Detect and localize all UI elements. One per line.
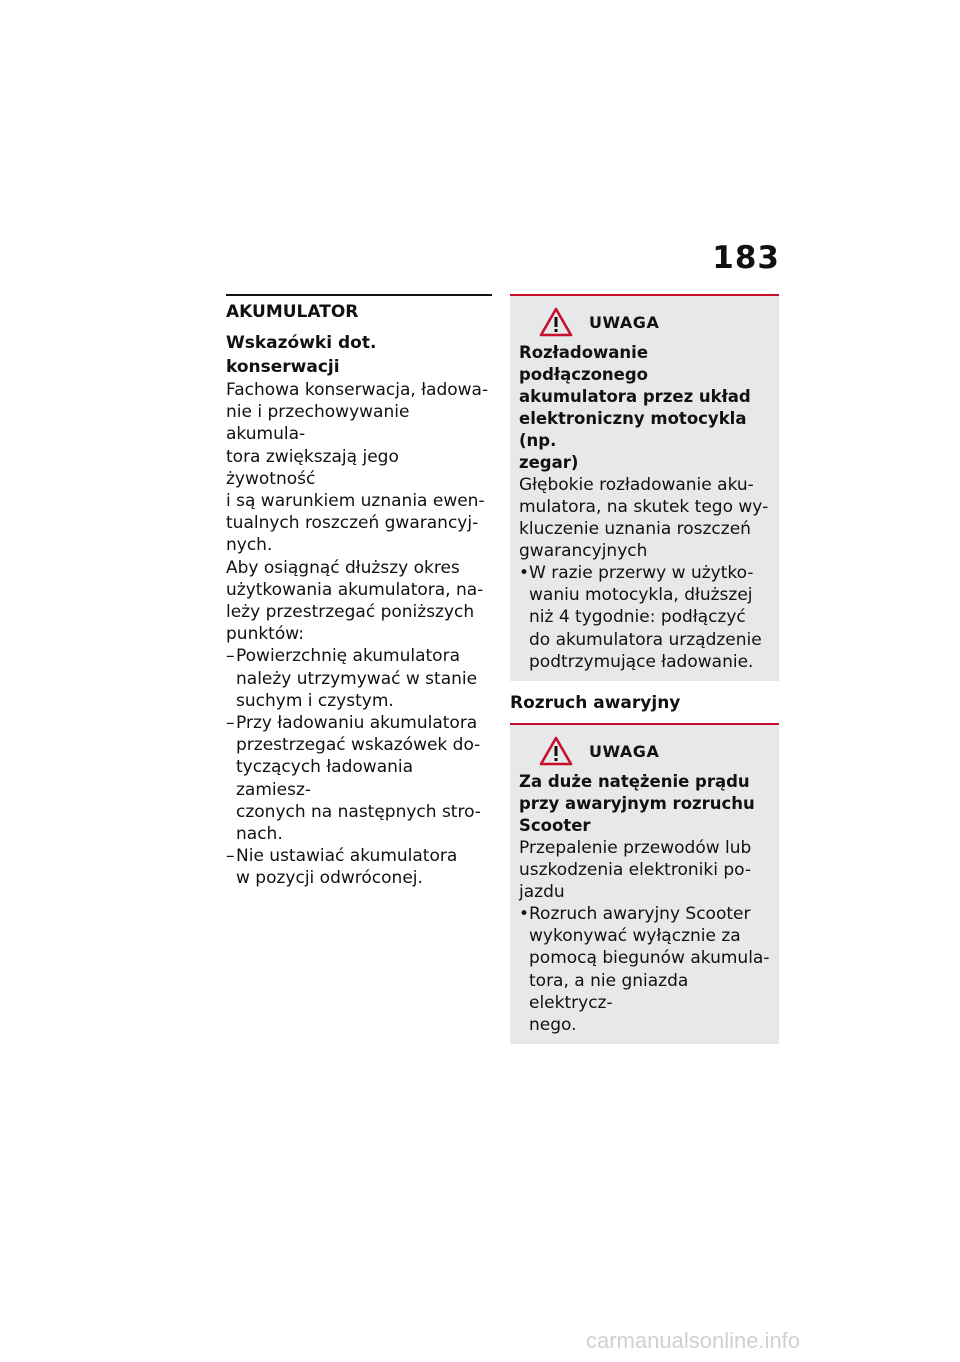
warning-title-line: Za duże natężenie prądu: [519, 772, 750, 792]
dash-marker: –: [226, 713, 235, 734]
warning-header: [539, 308, 771, 336]
list-item-line: czonych na następnych stro-: [236, 801, 481, 822]
warning-text: [519, 474, 771, 562]
page-number: 183: [712, 240, 780, 276]
bullet-line: tora, a nie gniazda elektrycz-: [529, 970, 689, 1013]
subsection-title: Wskazówki dot. konserwacji: [226, 333, 377, 377]
list-item-line: nach.: [236, 824, 283, 845]
warning-text-line: Głębokie rozładowanie aku-: [519, 475, 754, 495]
warning-header: [539, 737, 771, 765]
warning-bullet: [519, 562, 771, 673]
warning-title-line: Rozładowanie podłączonego: [519, 343, 649, 384]
list-item-line: Powierzchnię akumulatora: [236, 646, 460, 667]
list-item: [226, 645, 492, 712]
list-item-line: należy utrzymywać w stanie: [236, 668, 478, 689]
bullet-line: Rozruch awaryjny Scooter: [529, 904, 751, 925]
maintenance-dash-list: [226, 645, 492, 889]
watermark: carmanualsonline.info: [586, 1328, 801, 1353]
warning-label: UWAGA: [589, 312, 660, 332]
paragraph-line: Fachowa konserwacja, ładowa-: [226, 380, 489, 400]
paragraph-line: nych.: [226, 535, 273, 556]
list-item-line: tyczących ładowania zamiesz-: [236, 757, 414, 800]
warning-text-line: Przepalenie przewodów lub: [519, 838, 752, 859]
warning-title-line: przy awaryjnym rozruchu: [519, 794, 755, 814]
paragraph-line: użytkowania akumulatora, na-: [226, 579, 484, 600]
list-item: [226, 845, 492, 889]
warning-title-line: akumulatora przez układ: [519, 387, 751, 406]
warning-label: UWAGA: [589, 741, 660, 761]
right-column: [510, 294, 779, 1044]
warning-box-discharge: [510, 294, 779, 681]
warning-box-jump-start: [510, 723, 779, 1044]
warning-text-line: mulatora, na skutek tego wy-: [519, 497, 769, 517]
emergency-start-heading: Rozruch awaryjny: [510, 693, 681, 714]
list-item-line: Nie ustawiać akumulatora: [236, 846, 458, 867]
warning-triangle-icon: [539, 307, 573, 337]
section-rule: [226, 294, 492, 296]
bullet-line: waniu motocykla, dłuższej: [529, 585, 753, 606]
bullet-line: wykonywać wyłącznie za: [529, 926, 741, 947]
paragraph-line: punktów:: [226, 624, 304, 645]
paragraph-line: nie i przechowywanie akumula-: [226, 402, 410, 445]
warning-title: [519, 342, 771, 474]
paragraph-line: tualnych roszczeń gwarancyj-: [226, 513, 479, 534]
list-item: [226, 712, 492, 845]
dash-marker: –: [226, 846, 235, 867]
list-item-line: w pozycji odwróconej.: [236, 868, 423, 889]
list-item-line: Przy ładowaniu akumulatora: [236, 713, 478, 734]
warning-text-line: gwarancyjnych: [519, 541, 648, 561]
dash-marker: –: [226, 646, 235, 667]
bullet-line: niż 4 tygodnie: podłączyć: [529, 607, 746, 628]
warning-title-line: elektroniczny motocykla (np.: [519, 409, 747, 450]
bullet-line: podtrzymujące ładowanie.: [529, 651, 754, 672]
warning-bullet: [519, 903, 771, 1036]
warning-title-line: Scooter: [519, 816, 591, 836]
warning-text-line: uszkodzenia elektroniki po-: [519, 860, 751, 881]
paragraph-line: Aby osiągnąć dłuższy okres: [226, 557, 460, 578]
list-item-line: suchym i czystym.: [236, 690, 394, 711]
bullet-marker: •: [519, 563, 530, 583]
bullet-line: pomocą biegunów akumula-: [529, 948, 770, 969]
list-item-line: przestrzegać wskazówek do-: [236, 735, 481, 756]
warning-triangle-icon: [539, 736, 573, 766]
paragraph-line: leży przestrzegać poniższych: [226, 602, 475, 623]
bullet-marker: •: [519, 904, 530, 925]
bullet-line: W razie przerwy w użytko-: [529, 563, 754, 583]
warning-title: [519, 771, 771, 837]
paragraph-line: tora zwiększają jego żywotność: [226, 446, 399, 489]
warning-text-line: kluczenie uznania roszczeń: [519, 519, 751, 539]
section-title: AKUMULATOR: [226, 302, 359, 322]
bullet-line: nego.: [529, 1015, 577, 1036]
intro-paragraph: [226, 379, 492, 645]
paragraph-line: i są warunkiem uznania ewen-: [226, 491, 485, 512]
left-column: [226, 294, 492, 890]
warning-text: [519, 837, 771, 903]
warning-text-line: jazdu: [519, 882, 565, 903]
warning-title-line: zegar): [519, 453, 579, 472]
bullet-line: do akumulatora urządzenie: [529, 629, 762, 650]
